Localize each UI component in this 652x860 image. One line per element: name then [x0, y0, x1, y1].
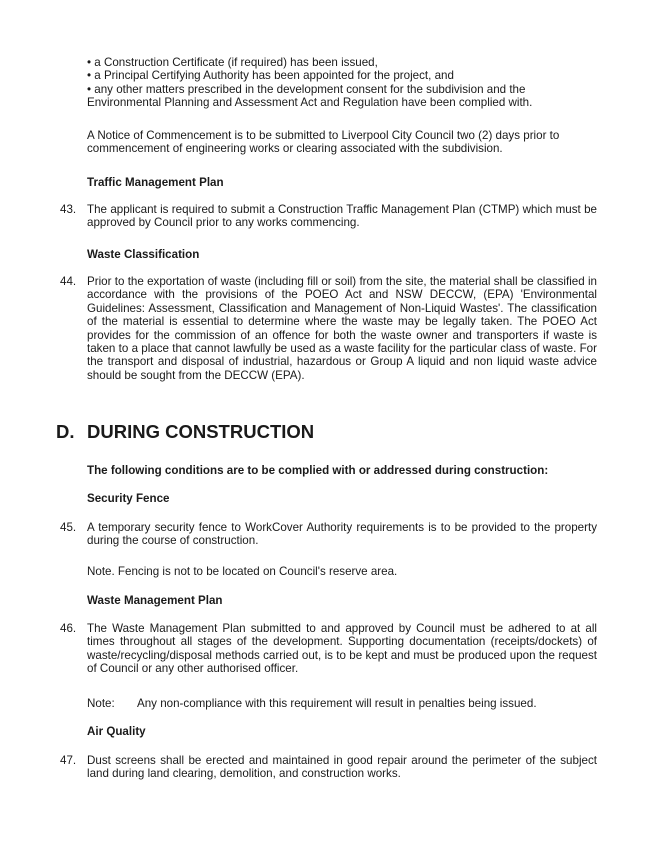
condition-45-text: A temporary security fence to WorkCover Authority requirements is to be provided to the property during the course of construction. [87, 521, 597, 548]
notice-paragraph: A Notice of Commencement is to be submitted to Liverpool City Council two (2) days prior to commencement of engineering works or clearing associated with the subdivision. [87, 129, 560, 156]
security-fence-heading: Security Fence [87, 492, 170, 505]
waste-management-heading: Waste Management Plan [87, 594, 223, 607]
air-quality-heading: Air Quality [87, 725, 146, 738]
section-intro: The following conditions are to be complied with or addressed during construction: [87, 464, 549, 477]
intro-bullet: • any other matters prescribed in the development consent for the subdivision and the Environmental Planning and Assessment Act and Regulation have been complied with. [87, 82, 533, 110]
condition-46-text: The Waste Management Plan submitted to and approved by Council must be adhered to at all times throughout all stages of the development. Supporting documentation (receipts/dockets) of waste/recycling/disposal methods carried out, is to be kept and must be produced upon the request of Council or any other authorised officer. [87, 622, 597, 676]
intro-bullet-list [87, 56, 597, 110]
condition-number-45: 45. [60, 521, 77, 534]
section-letter: D. [56, 421, 75, 442]
waste-note-label: Note: [87, 697, 115, 710]
intro-bullet: • a Principal Certifying Authority has been appointed for the project, and [87, 69, 454, 83]
condition-number-43: 43. [60, 203, 77, 216]
waste-note-text: Any non-compliance with this requirement will result in penalties being issued. [137, 697, 537, 710]
condition-43-text: The applicant is required to submit a Construction Traffic Management Plan (CTMP) which must be approved by Council prior to any works commencing. [87, 203, 597, 230]
fence-note: Note. Fencing is not to be located on Council's reserve area. [87, 565, 398, 578]
waste-classification-heading: Waste Classification [87, 248, 200, 261]
condition-47-text: Dust screens shall be erected and maintained in good repair around the perimeter of the subject land during land clearing, demolition, and construction works. [87, 754, 597, 781]
condition-44-text: Prior to the exportation of waste (including fill or soil) from the site, the material shall be classified in accordance with the provisions of the POEO Act and NSW DECCW, (EPA) 'Environmental Guidelines: Assessment, Classification and Management of Non-Liquid Wastes'. The classification of the material is essential to determine where the waste may be legally taken. The POEO Act provides for the commission of an offence for both the waste owner and transporters if waste is taken to a place that cannot lawfully be used as a waste facility for the particular class of waste. For the transport and disposal of industrial, hazardous or Group A liquid and non liquid waste advice should be sought from the DECCW (EPA). [87, 275, 597, 382]
notice-paragraph-block [87, 129, 597, 156]
section-title: DURING CONSTRUCTION [87, 421, 315, 442]
condition-number-46: 46. [60, 622, 77, 635]
intro-bullet: • a Construction Certificate (if required) has been issued, [87, 56, 378, 69]
traffic-heading: Traffic Management Plan [87, 176, 224, 189]
condition-number-44: 44. [60, 275, 77, 288]
condition-number-47: 47. [60, 754, 77, 767]
